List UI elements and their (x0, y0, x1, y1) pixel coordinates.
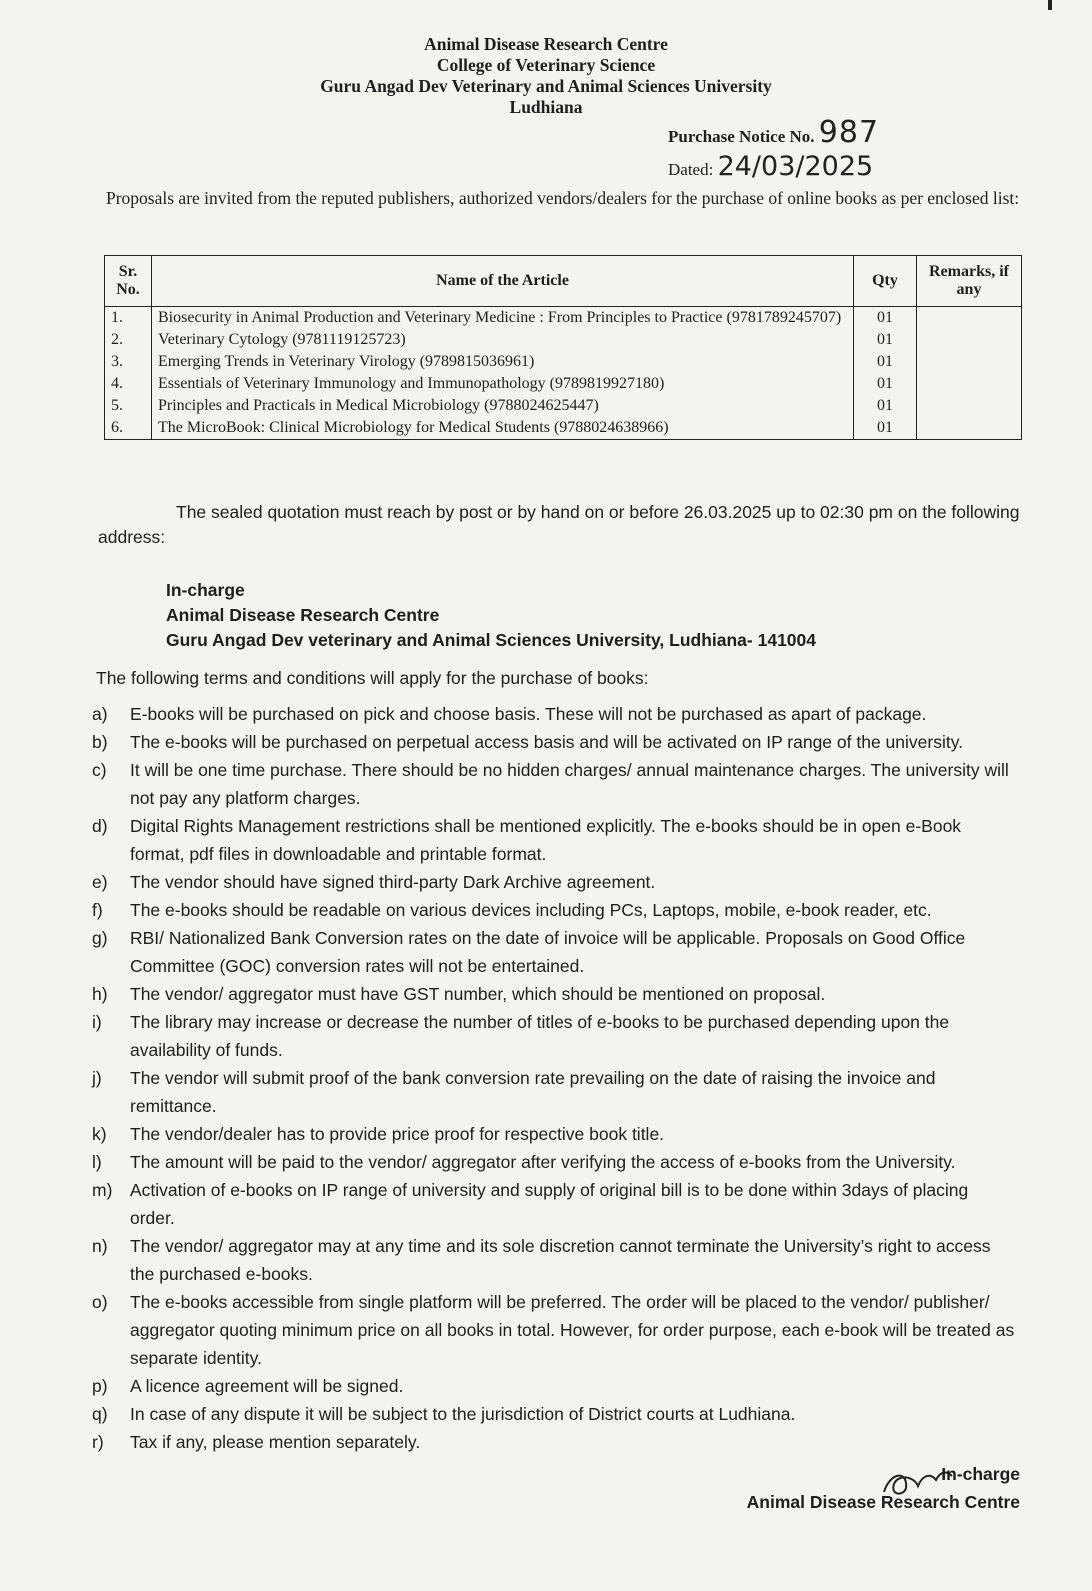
term-text: Tax if any, please mention separately. (130, 1432, 421, 1452)
terms-intro: The following terms and conditions will apply for the purchase of books: (96, 668, 649, 688)
row-sr: 3. (105, 351, 152, 373)
address-block (166, 578, 816, 653)
address-line-2: Animal Disease Research Centre (166, 605, 440, 625)
table-row (105, 417, 1022, 440)
notice-block (668, 115, 880, 185)
list-item (80, 1400, 1015, 1428)
term-marker: j) (92, 1068, 102, 1088)
term-text: The vendor will submit proof of the bank conversion rate prevailing on the date of raising the invoice and remittance. (130, 1068, 936, 1116)
row-name: Essentials of Veterinary Immunology and Immunopathology (9789819927180) (152, 373, 854, 395)
terms-list (80, 700, 1015, 1456)
table-row (105, 329, 1022, 351)
row-qty: 01 (854, 351, 917, 373)
term-text: The vendor should have signed third-party Dark Archive agreement. (130, 872, 656, 892)
table-header-row (105, 256, 1022, 307)
row-sr: 4. (105, 373, 152, 395)
term-marker: c) (92, 760, 107, 780)
list-item (80, 980, 1015, 1008)
term-marker: l) (92, 1152, 102, 1172)
term-marker: r) (92, 1432, 104, 1452)
list-item (80, 1148, 1015, 1176)
term-text: In case of any dispute it will be subject to the jurisdiction of District courts at Ludhiana. (130, 1404, 796, 1424)
notice-date-label: Dated: (668, 160, 714, 179)
term-marker: f) (92, 900, 103, 920)
term-marker: p) (92, 1376, 108, 1396)
term-marker: n) (92, 1236, 108, 1256)
term-marker: q) (92, 1404, 108, 1424)
address-line-1: In-charge (166, 580, 245, 600)
term-marker: i) (92, 1012, 102, 1032)
list-item (80, 1008, 1015, 1064)
row-sr: 5. (105, 395, 152, 417)
row-remarks (917, 307, 1022, 330)
term-text: The vendor/dealer has to provide price proof for respective book title. (130, 1124, 665, 1144)
list-item (80, 1288, 1015, 1372)
letterhead-line-3: Guru Angad Dev Veterinary and Animal Sciences University (320, 76, 772, 96)
term-text: The vendor/ aggregator may at any time and its sole discretion cannot terminate the University’s right to access the purchased e-books. (130, 1236, 991, 1284)
letterhead-line-4: Ludhiana (509, 97, 583, 117)
term-marker: b) (92, 732, 108, 752)
list-item (80, 924, 1015, 980)
row-qty: 01 (854, 395, 917, 417)
col-header-name: Name of the Article (152, 256, 854, 307)
term-text: The vendor/ aggregator must have GST number, which should be mentioned on proposal. (130, 984, 826, 1004)
row-name: The MicroBook: Clinical Microbiology for Medical Students (9788024638966) (152, 417, 854, 440)
row-remarks (917, 395, 1022, 417)
table-row (105, 373, 1022, 395)
list-item (80, 756, 1015, 812)
intro-paragraph: Proposals are invited from the reputed publishers, authorized vendors/dealers for the purchase of online books as per enclosed list: (106, 188, 1020, 208)
signature-office: Animal Disease Research Centre (746, 1492, 1020, 1512)
notice-number-label: Purchase Notice No. (668, 127, 815, 146)
term-text: E-books will be purchased on pick and choose basis. These will not be purchased as apart of package. (130, 704, 927, 724)
row-remarks (917, 373, 1022, 395)
deadline-paragraph (98, 500, 1028, 550)
list-item (80, 1120, 1015, 1148)
col-header-qty: Qty (854, 256, 917, 307)
signature-block (730, 1460, 1020, 1516)
col-header-remarks: Remarks, if any (917, 256, 1022, 307)
row-sr: 6. (105, 417, 152, 440)
term-text: The library may increase or decrease the number of titles of e-books to be purchased depending upon the availability of funds. (130, 1012, 950, 1060)
term-marker: d) (92, 816, 108, 836)
table-row (105, 307, 1022, 330)
term-marker: g) (92, 928, 108, 948)
term-text: The e-books will be purchased on perpetual access basis and will be activated on IP range of the university. (130, 732, 964, 752)
term-text: The e-books accessible from single platform will be preferred. The order will be placed to the vendor/ publisher/ aggregator quoting minimum price on all books in total. However, for order purpose, each e-book will be treated as separate identity. (130, 1292, 1015, 1368)
list-item (80, 1428, 1015, 1456)
letterhead-line-2: College of Veterinary Science (436, 55, 656, 75)
deadline-text: The sealed quotation must reach by post or by hand on or before 26.03.2025 up to 02:30 pm on the following address: (98, 502, 1020, 547)
list-item (80, 868, 1015, 896)
row-qty: 01 (854, 373, 917, 395)
term-text: The e-books should be readable on various devices including PCs, Laptops, mobile, e-book reader, etc. (130, 900, 932, 920)
row-name: Emerging Trends in Veterinary Virology (9789815036961) (152, 351, 854, 373)
table-row (105, 351, 1022, 373)
term-marker: h) (92, 984, 108, 1004)
table-row (105, 395, 1022, 417)
row-sr: 1. (105, 307, 152, 330)
list-item (80, 812, 1015, 868)
notice-number-value: 987 (818, 115, 880, 150)
term-text: Activation of e-books on IP range of university and supply of original bill is to be done within 3days of placing order. (130, 1180, 969, 1228)
row-remarks (917, 417, 1022, 440)
list-item (80, 1064, 1015, 1120)
term-text: RBI/ Nationalized Bank Conversion rates on the date of invoice will be applicable. Proposals on Good Office Committee (GOC) conversion rates will not be entertained. (130, 928, 966, 976)
term-text: It will be one time purchase. There should be no hidden charges/ annual maintenance charges. The university will not pay any platform charges. (130, 760, 1009, 808)
address-line-3: Guru Angad Dev veterinary and Animal Sciences University, Ludhiana- 141004 (166, 630, 816, 650)
term-text: Digital Rights Management restrictions shall be mentioned explicitly. The e-books should be in open e-Book format, pdf files in downloadable and printable format. (130, 816, 962, 864)
list-item (80, 700, 1015, 728)
list-item (80, 1372, 1015, 1400)
term-text: The amount will be paid to the vendor/ aggregator after verifying the access of e-books from the University. (130, 1152, 956, 1172)
row-name: Veterinary Cytology (9781119125723) (152, 329, 854, 351)
term-marker: e) (92, 872, 108, 892)
row-qty: 01 (854, 307, 917, 330)
term-marker: k) (92, 1124, 107, 1144)
term-text: A licence agreement will be signed. (130, 1376, 404, 1396)
col-header-sr: Sr. No. (105, 256, 152, 307)
row-qty: 01 (854, 417, 917, 440)
row-qty: 01 (854, 329, 917, 351)
scan-mark (1048, 0, 1052, 10)
letterhead-line-1: Animal Disease Research Centre (424, 34, 668, 54)
row-remarks (917, 329, 1022, 351)
term-marker: a) (92, 704, 108, 724)
books-table (104, 255, 1022, 440)
row-name: Principles and Practicals in Medical Microbiology (9788024625447) (152, 395, 854, 417)
term-marker: o) (92, 1292, 108, 1312)
row-name: Biosecurity in Animal Production and Veterinary Medicine : From Principles to Practice (9781789245707) (152, 307, 854, 330)
row-sr: 2. (105, 329, 152, 351)
notice-date-value: 24/03/2025 (717, 151, 874, 182)
list-item (80, 728, 1015, 756)
list-item (80, 1176, 1015, 1232)
term-marker: m) (92, 1180, 113, 1200)
letterhead (0, 34, 1092, 118)
signature-title: In-charge (941, 1464, 1020, 1484)
row-remarks (917, 351, 1022, 373)
list-item (80, 896, 1015, 924)
list-item (80, 1232, 1015, 1288)
